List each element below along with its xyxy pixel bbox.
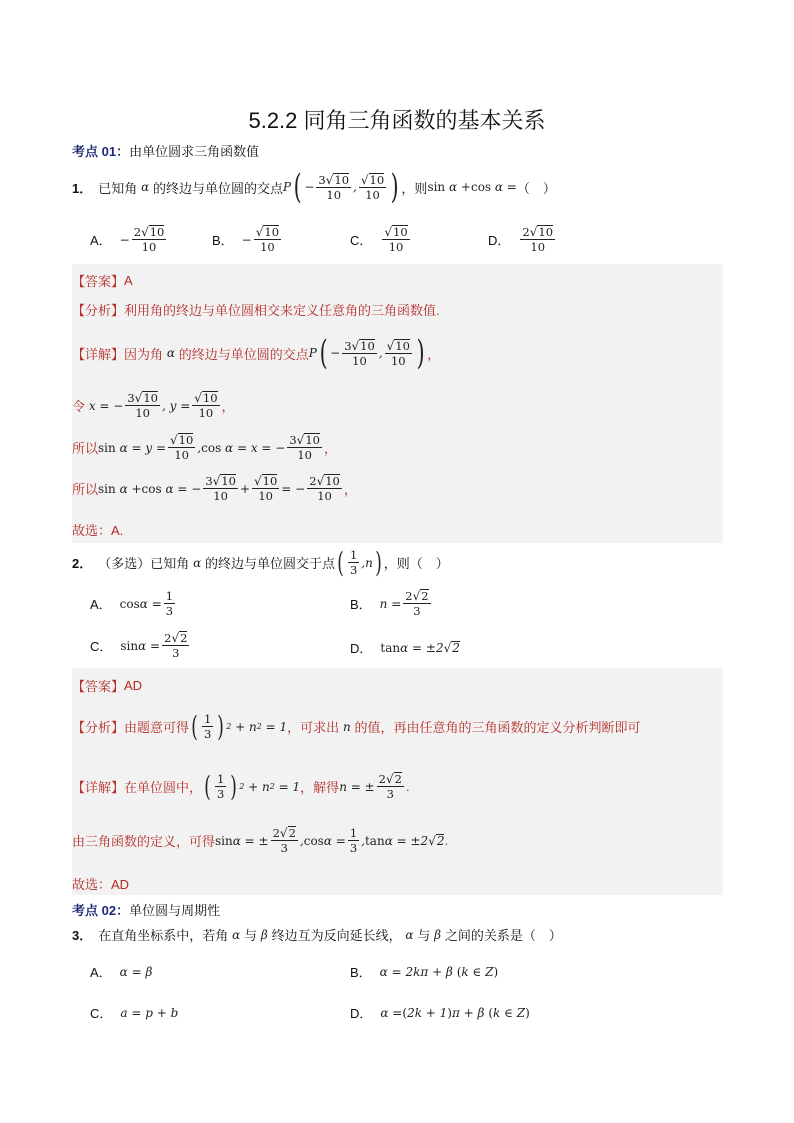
question-2: 2． （多选）已知角 α 的终边与单位圆交于点 ( $\frac{1}{3}$ ,n ) ，则（ ） [72, 545, 449, 579]
q3-option-d[interactable]: D． α = ( 2k + 1 ) π + β ( k ∈ Z ) [350, 1005, 530, 1021]
q1-option-d[interactable]: D． 2 √ 10 10 [488, 225, 554, 254]
q1-analysis: 【分析】 利用角的终边与单位圆相交来定义任意角的三角函数值. [72, 303, 440, 318]
question-number: 3． [72, 928, 93, 943]
section-heading-1: 考点 01：由单位圆求三角函数值 [72, 144, 260, 159]
section-heading-2: 考点 02：单位圆与周期性 [72, 903, 221, 918]
q2-detail-2: 由三角函数的定义，可得 sin α = ± 2 √ 2 3 , cos α = $\frac{1}{3}$ , tan α = ±2 √ 2 . [72, 826, 449, 855]
q1-option-b[interactable]: B． − √ 10 10 [212, 225, 280, 254]
q1-choose: 故选：A. [72, 523, 124, 538]
math-expression: sin α + cos α = [427, 180, 517, 194]
q1-answer: 【答案】 A [72, 273, 133, 289]
q1-detail: 【详解】 因为角 α 的终边与单位圆的交点 P ( − 3 √ 10 10 , √ 10 10 ) ， [72, 333, 441, 373]
math-point-p: P ( − 3 √ 10 10 , √ 10 10 ) [283, 167, 399, 207]
section-label: 考点 02 [72, 903, 117, 918]
section-label: 考点 01 [72, 144, 117, 159]
q1-option-a[interactable]: A． − 2 √ 10 10 [90, 225, 165, 254]
q1-so1: 所以 sin α = y = √ 10 10 , cos α = x = − 3 √ 10 10 ， [72, 433, 337, 462]
section-text: 单位圆与周期性 [129, 903, 221, 918]
q2-option-a[interactable]: A． cos α = $\frac{1}{3}$ [90, 589, 174, 618]
q2-option-d[interactable]: D． tan α = ±2 √ 2 [350, 640, 460, 656]
q3-option-a[interactable]: A． α = β [90, 964, 153, 980]
q2-answer: 【答案】 AD [72, 678, 143, 694]
q2-analysis: 【分析】 由题意可得 ( $\frac{1}{3}$ ) 2 + n 2 = 1 ，可求出 n 的值，再由任意角的三角函数的定义分析判断即可 [72, 709, 641, 743]
question-1: 1． 已知角 α 的终边与单位圆的交点 P ( − 3 √ 10 10 , √ 10 10 ) ，则 sin α + cos α = （ ） [72, 167, 556, 207]
q2-option-c[interactable]: C． sin α = 2 √ 2 3 [90, 631, 188, 660]
question-number: 1． [72, 180, 93, 196]
q2-option-b[interactable]: B． n = 2 √ 2 3 [350, 589, 429, 618]
q2-detail: 【详解】 在单位圆中， ( $\frac{1}{3}$ ) 2 + n 2 = 1 ，解得 n = ± 2 √ 2 3 . [72, 769, 410, 803]
q1-let: 令 x = − 3 √ 10 10 , y = √ 10 10 ， [72, 391, 235, 420]
q3-option-b[interactable]: B． α = 2kπ + β ( k ∈ Z ) [350, 964, 499, 980]
section-text: 由单位圆求三角函数值 [129, 144, 260, 159]
q3-option-c[interactable]: C． a = p + b [90, 1005, 179, 1021]
q2-choose: 故选：AD [72, 877, 130, 892]
q1-option-c[interactable]: C． √ 10 10 [350, 225, 408, 254]
math-alpha: α [137, 180, 153, 194]
q1-so2: 所以 sin α + cos α = − 3 √ 10 10 + √ 10 10 = − 2 √ 10 10 ， [72, 474, 357, 503]
question-3: 3． 在直角坐标系中，若角 α 与 β 终边互为反向延长线， α 与 β 之间的关系是（ ） [72, 925, 562, 944]
question-number: 2． [72, 556, 93, 571]
page-title: 5.2.2 同角三角函数的基本关系 [248, 108, 546, 133]
